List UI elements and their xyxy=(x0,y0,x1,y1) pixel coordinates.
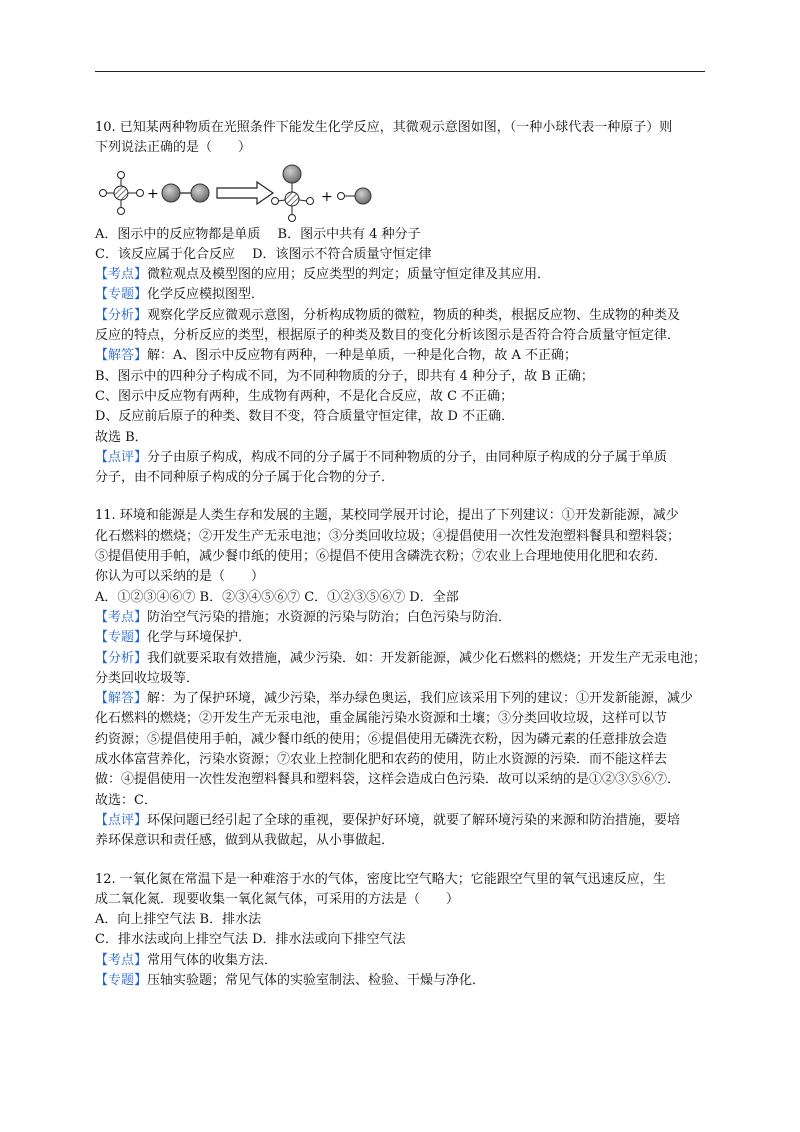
q12-kaodian xyxy=(95,951,710,971)
q10-dianping-line-2: 分子，由不同种原子构成的分子属于化合物的分子． xyxy=(95,470,395,486)
q12-option-line-1: A．向上排空气法 B．排水法 xyxy=(95,912,262,928)
q11-stem-line-3: ⑤提倡使用手帕，减少餐巾纸的使用；⑥提倡不使用含磷洗衣粉；⑦农业上合理地使用化肥和农药． xyxy=(95,549,668,565)
q10-jieda xyxy=(95,346,710,366)
question-gap xyxy=(95,852,710,870)
q12-zhuanti xyxy=(95,971,710,991)
zhuanti-tag: 【专题】 xyxy=(95,972,148,988)
kaodian-text: 常用气体的收集方法． xyxy=(147,952,278,968)
methane-molecule xyxy=(100,171,144,214)
dianping-tag: 【点评】 xyxy=(95,449,148,465)
q11-jieda xyxy=(95,689,710,709)
q10-fenxi xyxy=(95,306,710,326)
q11-option-line-1: A．①②③④⑥⑦ B．②③④⑤⑥⑦ C．①②③⑤⑥⑦ D．全部 xyxy=(95,589,459,605)
q11-jieda-line-4: 成水体富营养化，污染水资源；⑦农业上控制化肥和农药的使用，防止水资源的污染．而不能这样去 xyxy=(95,752,668,768)
dianping-tag: 【点评】 xyxy=(95,812,148,828)
question-12 xyxy=(95,870,710,992)
question-10 xyxy=(95,118,710,488)
fenxi-tag: 【分析】 xyxy=(95,650,148,666)
q10-option-line-2: C．该反应属于化合反应 D．该图示不符合质量守恒定律 xyxy=(95,246,432,262)
q11-jieda-line-6: 故选：C． xyxy=(95,792,157,808)
fenxi-tag: 【分析】 xyxy=(95,307,148,323)
kaodian-text: 微粒观点及模型图的应用；反应类型的判定；质量守恒定律及其应用． xyxy=(147,267,551,283)
q11-jieda-line-5: 做：④提倡使用一次性发泡塑料餐具和塑料袋，这样会造成白色污染．故可以采纳的是①②③⑤⑥⑦． xyxy=(95,772,681,788)
q11-stem-line-1: 11. 环境和能源是人类生存和发展的主题，某校同学展开讨论，提出了下列建议：①开发新能源，减少 xyxy=(95,508,679,524)
q11-stem-line-4: 你认为可以采纳的是（ ） xyxy=(95,569,265,585)
q10-kaodian xyxy=(95,265,710,285)
q11-fenxi-line-2: 分类回收垃圾等． xyxy=(95,670,200,686)
kaodian-tag: 【考点】 xyxy=(95,952,148,968)
q10-fenxi-line-2: 反应的特点，分析反应的类型，根据原子的种类及数目的变化分析该图示是否符合符合质量守恒定律． xyxy=(95,328,681,344)
q10-jieda-line-2: B、图示中的四种分子构成不同，为不同种物质的分子，即共有 4 种分子，故 B 正确； xyxy=(95,368,594,384)
q10-stem-line-1: 10. 已知某两种物质在光照条件下能发生化学反应，其微观示意图如图，（一种小球代表一种原子）则 xyxy=(95,120,673,135)
kaodian-text: 防治空气污染的措施；水资源的污染与防治；白色污染与防治． xyxy=(147,609,512,625)
q12-stem-line-2: 成二氧化氮．现要收集一氧化氮气体，可采用的方法是（ ） xyxy=(95,891,460,907)
q10-dianping xyxy=(95,448,710,468)
q11-kaodian xyxy=(95,608,710,628)
q12-stem-line-1: 12. 一氧化氮在常温下是一种难溶于水的气体，密度比空气略大；它能跟空气里的氧气迅速反应，生 xyxy=(95,871,666,887)
plus-sign-1: + xyxy=(147,185,159,202)
hydrogen-chloride-molecule xyxy=(338,188,372,204)
question-gap xyxy=(95,488,710,506)
q10-stem-line-2: 下列说法正确的是（ ） xyxy=(95,140,252,156)
q10-jieda-line-4: D、反应前后原子的种类、数目不变，符合质量守恒定律，故 D 不正确． xyxy=(95,409,515,425)
jieda-text-1: 解：A、图示中反应物有两种，一种是单质，一种是化合物，故 A 不正确； xyxy=(147,348,578,364)
zhuanti-text: 压轴实验题；常见气体的实验室制法、检验、干燥与净化． xyxy=(147,972,486,988)
q11-jieda-line-3: 约资源；⑤提倡使用手帕，减少餐巾纸的使用；⑥提倡使用无磷洗衣粉，因为磷元素的任意排放会造 xyxy=(95,731,668,747)
zhuanti-text: 化学与环境保护． xyxy=(147,630,252,646)
q11-zhuanti xyxy=(95,628,710,648)
zhuanti-tag: 【专题】 xyxy=(95,287,148,303)
q10-jieda-line-3: C、图示中反应物有两种，生成物有两种，不是化合反应，故 C 不正确； xyxy=(95,388,514,404)
kaodian-tag: 【考点】 xyxy=(95,267,148,283)
dianping-text-1: 分子由原子构成，构成不同的分子属于不同种物质的分子，由同种原子构成的分子属于单质 xyxy=(147,449,668,465)
reaction-diagram xyxy=(95,163,710,223)
chloromethane-molecule xyxy=(272,165,314,222)
fenxi-text-1: 我们就要采取有效措施，减少污染．如：开发新能源，减少化石燃料的燃烧；开发生产无汞电池； xyxy=(147,650,707,666)
zhuanti-text: 化学反应模拟图型． xyxy=(147,287,265,303)
jieda-tag: 【解答】 xyxy=(95,348,148,364)
q11-dianping-line-2: 养环保意识和责任感，做到从我做起，从小事做起． xyxy=(95,833,395,849)
reaction-diagram-svg xyxy=(95,163,395,223)
question-11 xyxy=(95,506,710,851)
reaction-arrow-icon xyxy=(217,182,273,204)
kaodian-tag: 【考点】 xyxy=(95,609,148,625)
jieda-text-1: 解：为了保护环境，减少污染，举办绿色奥运，我们应该采用下列的建议：①开发新能源，减少 xyxy=(147,691,694,707)
q12-option-line-2: C．排水法或向上排空气法 D．排水法或向下排空气法 xyxy=(95,932,406,948)
q10-zhuanti xyxy=(95,285,710,305)
chlorine-molecule xyxy=(162,184,209,202)
jieda-tag: 【解答】 xyxy=(95,691,148,707)
q10-jieda-line-5: 故选 B． xyxy=(95,429,148,445)
q11-stem-line-2: 化石燃料的燃烧；②开发生产无汞电池；③分类回收垃圾；④提倡使用一次性发泡塑料餐具和塑料袋； xyxy=(95,528,681,544)
q11-jieda-line-2: 化石燃料的燃烧；②开发生产无汞电池，重金属能污染水资源和土壤；③分类回收垃圾，这样可以节 xyxy=(95,711,668,727)
page-content xyxy=(95,118,710,991)
q11-dianping xyxy=(95,811,710,831)
q10-option-line-1: A．图示中的反应物都是单质 B．图示中共有 4 种分子 xyxy=(95,226,421,242)
dianping-text-1: 环保问题已经引起了全球的重视，要保护好环境，就要了解环境污染的来源和防治措施，要培 xyxy=(147,812,681,828)
header-rule xyxy=(95,71,705,72)
zhuanti-tag: 【专题】 xyxy=(95,630,148,646)
fenxi-text-1: 观察化学反应微观示意图，分析构成物质的微粒，物质的种类，根据反应物、生成物的种类及 xyxy=(147,307,681,323)
plus-sign-2: + xyxy=(321,188,333,205)
q11-fenxi xyxy=(95,649,710,669)
